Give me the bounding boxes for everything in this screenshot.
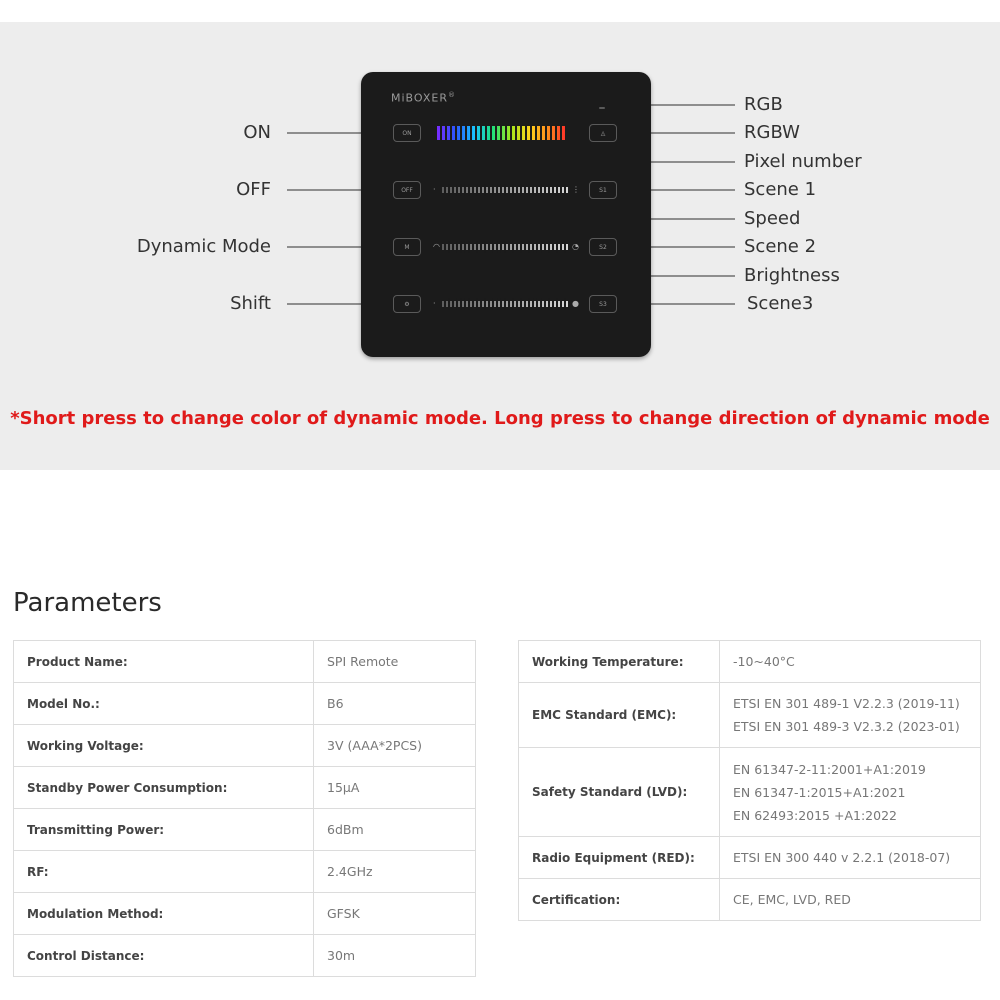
param-key: Model No.: [14, 683, 314, 725]
param-value-line: EN 61347-1:2015+A1:2021 [733, 784, 906, 800]
param-key: Standby Power Consumption: [14, 767, 314, 809]
param-value-line: ETSI EN 301 489-3 V2.3.2 (2023-01) [733, 719, 960, 734]
param-value-line: CE, EMC, LVD, RED [733, 892, 851, 907]
brand-logo: MiBOXER® [391, 91, 456, 105]
param-value-line: EN 62493:2015 +A1:2022 [733, 807, 897, 823]
table-row [14, 725, 476, 767]
param-value-line: ETSI EN 301 489-1 V2.2.3 (2019-11) [733, 696, 960, 711]
param-value-line: -10~40°C [733, 654, 795, 669]
rgb-indicator [599, 107, 605, 109]
table-row [14, 641, 476, 683]
dynamic-mode-note: *Short press to change color of dynamic mode. Long press to change direction of dynamic mode [10, 408, 990, 429]
callout-pixel-number: Pixel number [744, 151, 862, 172]
panel-rgbw-button: ◬ [589, 124, 617, 142]
table-row [519, 879, 981, 921]
param-key: Safety Standard (LVD): [519, 748, 720, 837]
table-row [14, 767, 476, 809]
callout-scene3: Scene3 [747, 293, 814, 314]
brightness-low-icon: · [433, 299, 436, 308]
param-value [720, 641, 981, 683]
table-row [519, 641, 981, 683]
param-key: EMC Standard (EMC): [519, 683, 720, 748]
parameters-table-right [518, 640, 981, 921]
param-value: GFSK [314, 893, 476, 935]
brightness-slider [442, 298, 569, 310]
panel-shift-button: ⚙ [393, 295, 421, 313]
param-key: Product Name: [14, 641, 314, 683]
param-value [720, 683, 981, 748]
callout-scene-2: Scene 2 [744, 236, 817, 257]
param-value: B6 [314, 683, 476, 725]
table-row [519, 837, 981, 879]
param-key: Working Temperature: [519, 641, 720, 683]
callout-rgbw: RGBW [744, 122, 800, 143]
param-key: Control Distance: [14, 935, 314, 977]
speed-fast-icon: ◔ [572, 242, 579, 251]
callout-on: ON [243, 122, 271, 143]
param-key: Radio Equipment (RED): [519, 837, 720, 879]
pixel-number-slider [442, 184, 569, 196]
speed-slow-icon: ◠ [433, 242, 440, 251]
param-value-line: ETSI EN 300 440 v 2.2.1 (2018-07) [733, 850, 951, 865]
remote-panel [361, 72, 651, 357]
param-key: Modulation Method: [14, 893, 314, 935]
param-value [720, 837, 981, 879]
param-value: 3V (AAA*2PCS) [314, 725, 476, 767]
callout-shift: Shift [230, 293, 271, 314]
param-value: 15μA [314, 767, 476, 809]
callout-off: OFF [236, 179, 271, 200]
callout-dynamic-mode: Dynamic Mode [136, 236, 271, 257]
callout-brightness: Brightness [744, 265, 840, 286]
panel-mode-button: M [393, 238, 421, 256]
callout-speed: Speed [744, 208, 801, 229]
param-value [720, 879, 981, 921]
param-value: 2.4GHz [314, 851, 476, 893]
pixel-dots-icon: ⋮ [572, 185, 580, 194]
panel-scene3-button: S3 [589, 295, 617, 313]
param-value-line: EN 61347-2-11:2001+A1:2019 [733, 761, 926, 777]
table-row [14, 935, 476, 977]
panel-off-button: OFF [393, 181, 421, 199]
panel-scene1-button: S1 [589, 181, 617, 199]
parameters-table-left [13, 640, 476, 977]
pixel-minus-icon: · [433, 185, 436, 194]
param-key: Transmitting Power: [14, 809, 314, 851]
panel-on-button: ON [393, 124, 421, 142]
param-key: Certification: [519, 879, 720, 921]
table-row [14, 893, 476, 935]
table-row [519, 748, 981, 837]
table-row [14, 809, 476, 851]
callout-scene-1: Scene 1 [744, 179, 817, 200]
param-value: 6dBm [314, 809, 476, 851]
panel-scene2-button: S2 [589, 238, 617, 256]
color-slider [437, 126, 567, 140]
speed-slider [442, 241, 569, 253]
param-value: SPI Remote [314, 641, 476, 683]
param-value: 30m [314, 935, 476, 977]
param-value [720, 748, 981, 837]
table-row [14, 683, 476, 725]
table-row [519, 683, 981, 748]
brightness-high-icon: ● [572, 299, 579, 308]
callout-rgb: RGB [744, 94, 783, 115]
table-row [14, 851, 476, 893]
param-key: Working Voltage: [14, 725, 314, 767]
param-key: RF: [14, 851, 314, 893]
parameters-heading: Parameters [13, 588, 162, 618]
